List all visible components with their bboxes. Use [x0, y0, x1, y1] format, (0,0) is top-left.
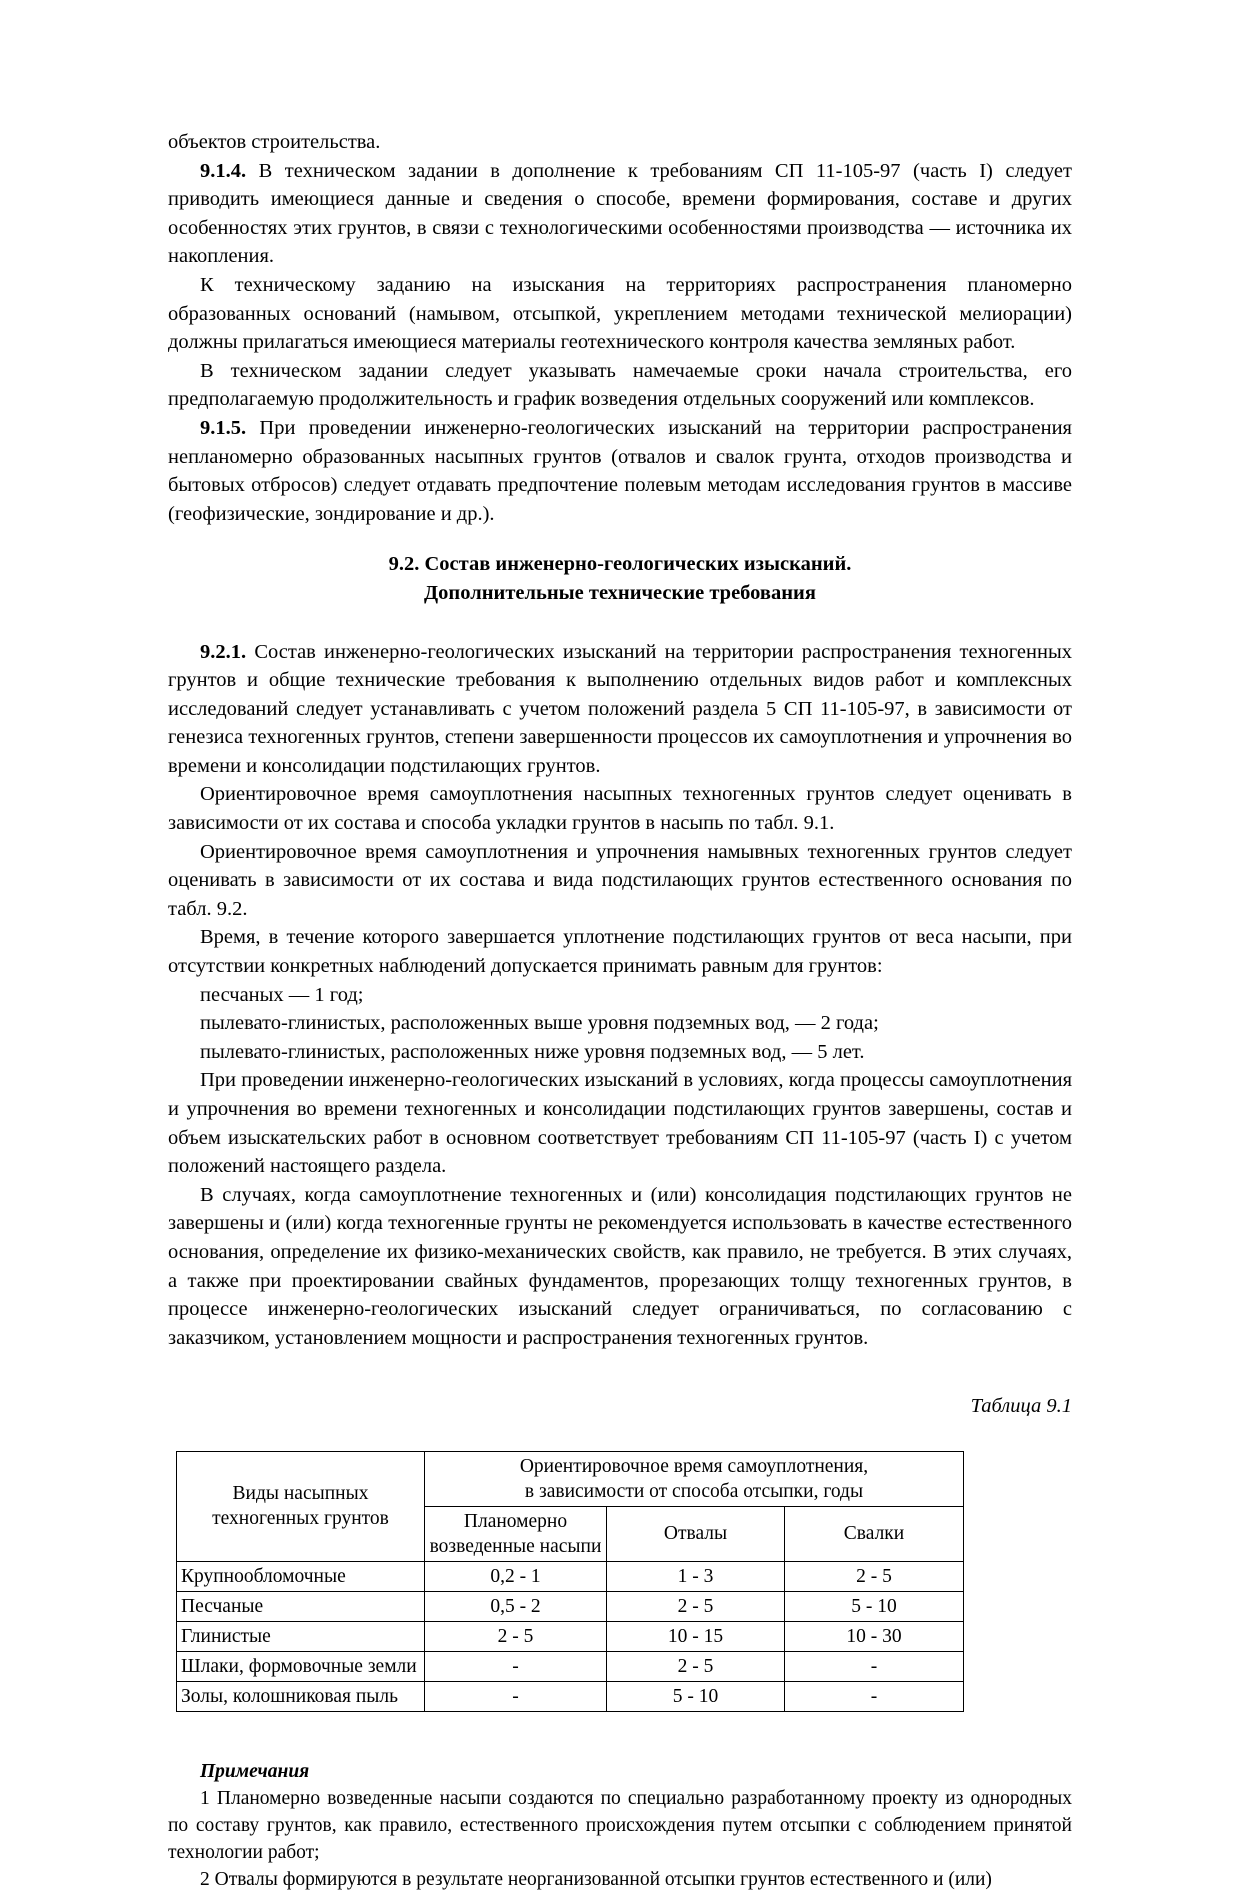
- table-row: [177, 1561, 964, 1591]
- note-item-1: 1 Планомерно возведенные насыпи создаются по специально разработанному проекту из однородных по составу грунтов, как правило, естественного происхождения путем отсыпки с соблюдением принятой технологии работ;: [168, 1787, 1072, 1863]
- paragraph-9-1-4: [168, 157, 1072, 271]
- table-cell-name: Глинистые: [177, 1621, 425, 1651]
- table-cell-landfills: 10 - 30: [785, 1621, 964, 1651]
- section-heading-line-2: Дополнительные технические требования: [424, 581, 816, 604]
- table-header-types-line-2: техногенных грунтов: [212, 1508, 389, 1530]
- table-header-span-line-2: в зависимости от способа отсыпки, годы: [524, 1480, 864, 1502]
- table-cell-planned: -: [425, 1651, 607, 1681]
- page-content: [168, 128, 1072, 1893]
- list-item-silty-clay-above-water: пылевато-глинистых, расположенных выше уровня подземных вод, — 2 года;: [200, 1012, 879, 1035]
- table-header-span: [425, 1451, 964, 1506]
- spacer-before-notes: [168, 1712, 1072, 1758]
- table-cell-name: Золы, колошниковая пыль: [177, 1681, 425, 1711]
- list-item-sandy: песчаных — 1 год;: [200, 983, 364, 1006]
- table-header-span-line-1: Ориентировочное время самоуплотнения,: [519, 1455, 869, 1477]
- paragraph-orientation-time-alluvial: Ориентировочное время самоуплотнения и упрочнения намывных техногенных грунтов следует оценивать в зависимости от их состава и вида подстилающих грунтов естественного основания по табл. 9.2.: [168, 840, 1072, 920]
- table-header-types-line-1: Виды насыпных: [232, 1483, 369, 1505]
- table-cell-planned: 2 - 5: [425, 1621, 607, 1651]
- table-cell-dumps: 2 - 5: [607, 1651, 785, 1681]
- table-caption-9-1: Таблица 9.1: [970, 1395, 1072, 1418]
- notes-title: Примечания: [200, 1760, 310, 1782]
- clause-number-9-1-4: 9.1.4.: [200, 159, 247, 182]
- spacer-before-heading: [168, 528, 1072, 550]
- paragraph-9-1-5: [168, 414, 1072, 528]
- spacer-before-table-caption: [168, 1352, 1072, 1392]
- table-cell-dumps: 5 - 10: [607, 1681, 785, 1711]
- paragraph-consolidation-time: Время, в течение которого завершается уплотнение подстилающих грунтов от веса насыпи, при отсутствии конкретных наблюдений допускается принимать равным для грунтов:: [168, 926, 1072, 978]
- clause-number-9-2-1: 9.2.1.: [200, 640, 247, 663]
- table-cell-dumps: 2 - 5: [607, 1591, 785, 1621]
- table-cell-name: Крупнообломочные: [177, 1561, 425, 1591]
- section-heading-line-1: 9.2. Состав инженерно-геологических изысканий.: [388, 553, 852, 576]
- table-header-dumps: Отвалы: [607, 1506, 785, 1561]
- paragraph-lead: объектов строительства.: [168, 131, 381, 153]
- paragraph-survey-conditions: При проведении инженерно-геологических изысканий в условиях, когда процессы самоуплотнения и упрочнения во времени техногенных и консолидации подстилающих грунтов завершены, состав и объем изыскательских работ в основном соответствует требованиям СП 11-105-97 (часть I) с учетом положений настоящего раздела.: [168, 1069, 1072, 1178]
- table-cell-landfills: 5 - 10: [785, 1591, 964, 1621]
- table-header-types: [177, 1451, 425, 1561]
- table-cell-name: Песчаные: [177, 1591, 425, 1621]
- table-header-landfills: Свалки: [785, 1506, 964, 1561]
- note-item-2: 2 Отвалы формируются в результате неорганизованной отсыпки грунтов естественного и (или): [200, 1868, 992, 1890]
- table-header-row-top: [177, 1451, 964, 1506]
- spacer-before-table: [168, 1421, 1072, 1451]
- table-header-planned: [425, 1506, 607, 1561]
- list-item-silty-clay-below-water: пылевато-глинистых, расположенных ниже уровня подземных вод, — 5 лет.: [200, 1040, 865, 1063]
- table-header-planned-line-1: Планомерно: [463, 1510, 568, 1532]
- table-cell-landfills: -: [785, 1681, 964, 1711]
- clause-text-9-1-5: При проведении инженерно-геологических изысканий на территории распространения непланомерно образованных насыпных грунтов (отвалов и свалок грунта, отходов производства и бытовых отбросов) следует отдавать предпочтение полевым методам исследования грунтов в массиве (геофизические, зондирование и др.).: [168, 416, 1072, 525]
- table-cell-planned: 0,2 - 1: [425, 1561, 607, 1591]
- table-row: [177, 1651, 964, 1681]
- table-cell-planned: -: [425, 1681, 607, 1711]
- clause-text-9-2-1: Состав инженерно-геологических изысканий на территории распространения техногенных грунтов и общие технические требования к выполнению отдельных видов работ и комплексных исследований следует устанавливать с учетом положений раздела 5 СП 11-105-97, в зависимости от генезиса техногенных грунтов, степени завершенности процессов их самоуплотнения и упрочнения во времени и консолидации подстилающих грунтов.: [168, 640, 1072, 777]
- table-row: [177, 1591, 964, 1621]
- table-cell-name: Шлаки, формовочные земли: [177, 1651, 425, 1681]
- table-cell-dumps: 1 - 3: [607, 1561, 785, 1591]
- table-cell-planned: 0,5 - 2: [425, 1591, 607, 1621]
- clause-text-9-1-4: В техническом задании в дополнение к требованиям СП 11-105-97 (часть I) следует приводить имеющиеся данные и сведения о способе, времени формирования, составе и других особенностях этих грунтов, в связи с технологическими особенностями производства — источника их накопления.: [168, 159, 1072, 268]
- table-header-planned-line-2: возведенные насыпи: [429, 1535, 602, 1557]
- paragraph-9-2-1: [168, 638, 1072, 781]
- table-cell-landfills: 2 - 5: [785, 1561, 964, 1591]
- table-row: [177, 1681, 964, 1711]
- paragraph-orientation-time-fill: Ориентировочное время самоуплотнения насыпных техногенных грунтов следует оценивать в зависимости от их состава и способа укладки грунтов в насыпь по табл. 9.1.: [168, 783, 1072, 835]
- table-9-1: [176, 1451, 964, 1712]
- paragraph-incomplete-cases: В случаях, когда самоуплотнение техногенных и (или) консолидация подстилающих грунтов не завершены и (или) когда техногенные грунты не рекомендуется использовать в качестве естественного основания, определение их физико-механических свойств, как правило, не требуется. В этих случаях, а также при проектировании свайных фундаментов, прорезающих толщу техногенных грунтов, в процессе инженерно-геологических изысканий следует ограничиваться, по согласованию с заказчиком, установлением мощности и распространения техногенных грунтов.: [168, 1183, 1072, 1349]
- clause-number-9-1-5: 9.1.5.: [200, 416, 247, 439]
- spacer-after-heading: [168, 608, 1072, 638]
- table-cell-dumps: 10 - 15: [607, 1621, 785, 1651]
- table-cell-landfills: -: [785, 1651, 964, 1681]
- table-row: [177, 1621, 964, 1651]
- paragraph-construction-terms: В техническом задании следует указывать намечаемые сроки начала строительства, его предполагаемую продолжительность и график возведения отдельных сооружений или комплексов.: [168, 359, 1072, 411]
- paragraph-technical-task: К техническому заданию на изыскания на территориях распространения планомерно образованных оснований (намывом, отсыпкой, укреплением методами технической мелиорации) должны прилагаться имеющиеся материалы геотехнического контроля качества земляных работ.: [168, 273, 1072, 354]
